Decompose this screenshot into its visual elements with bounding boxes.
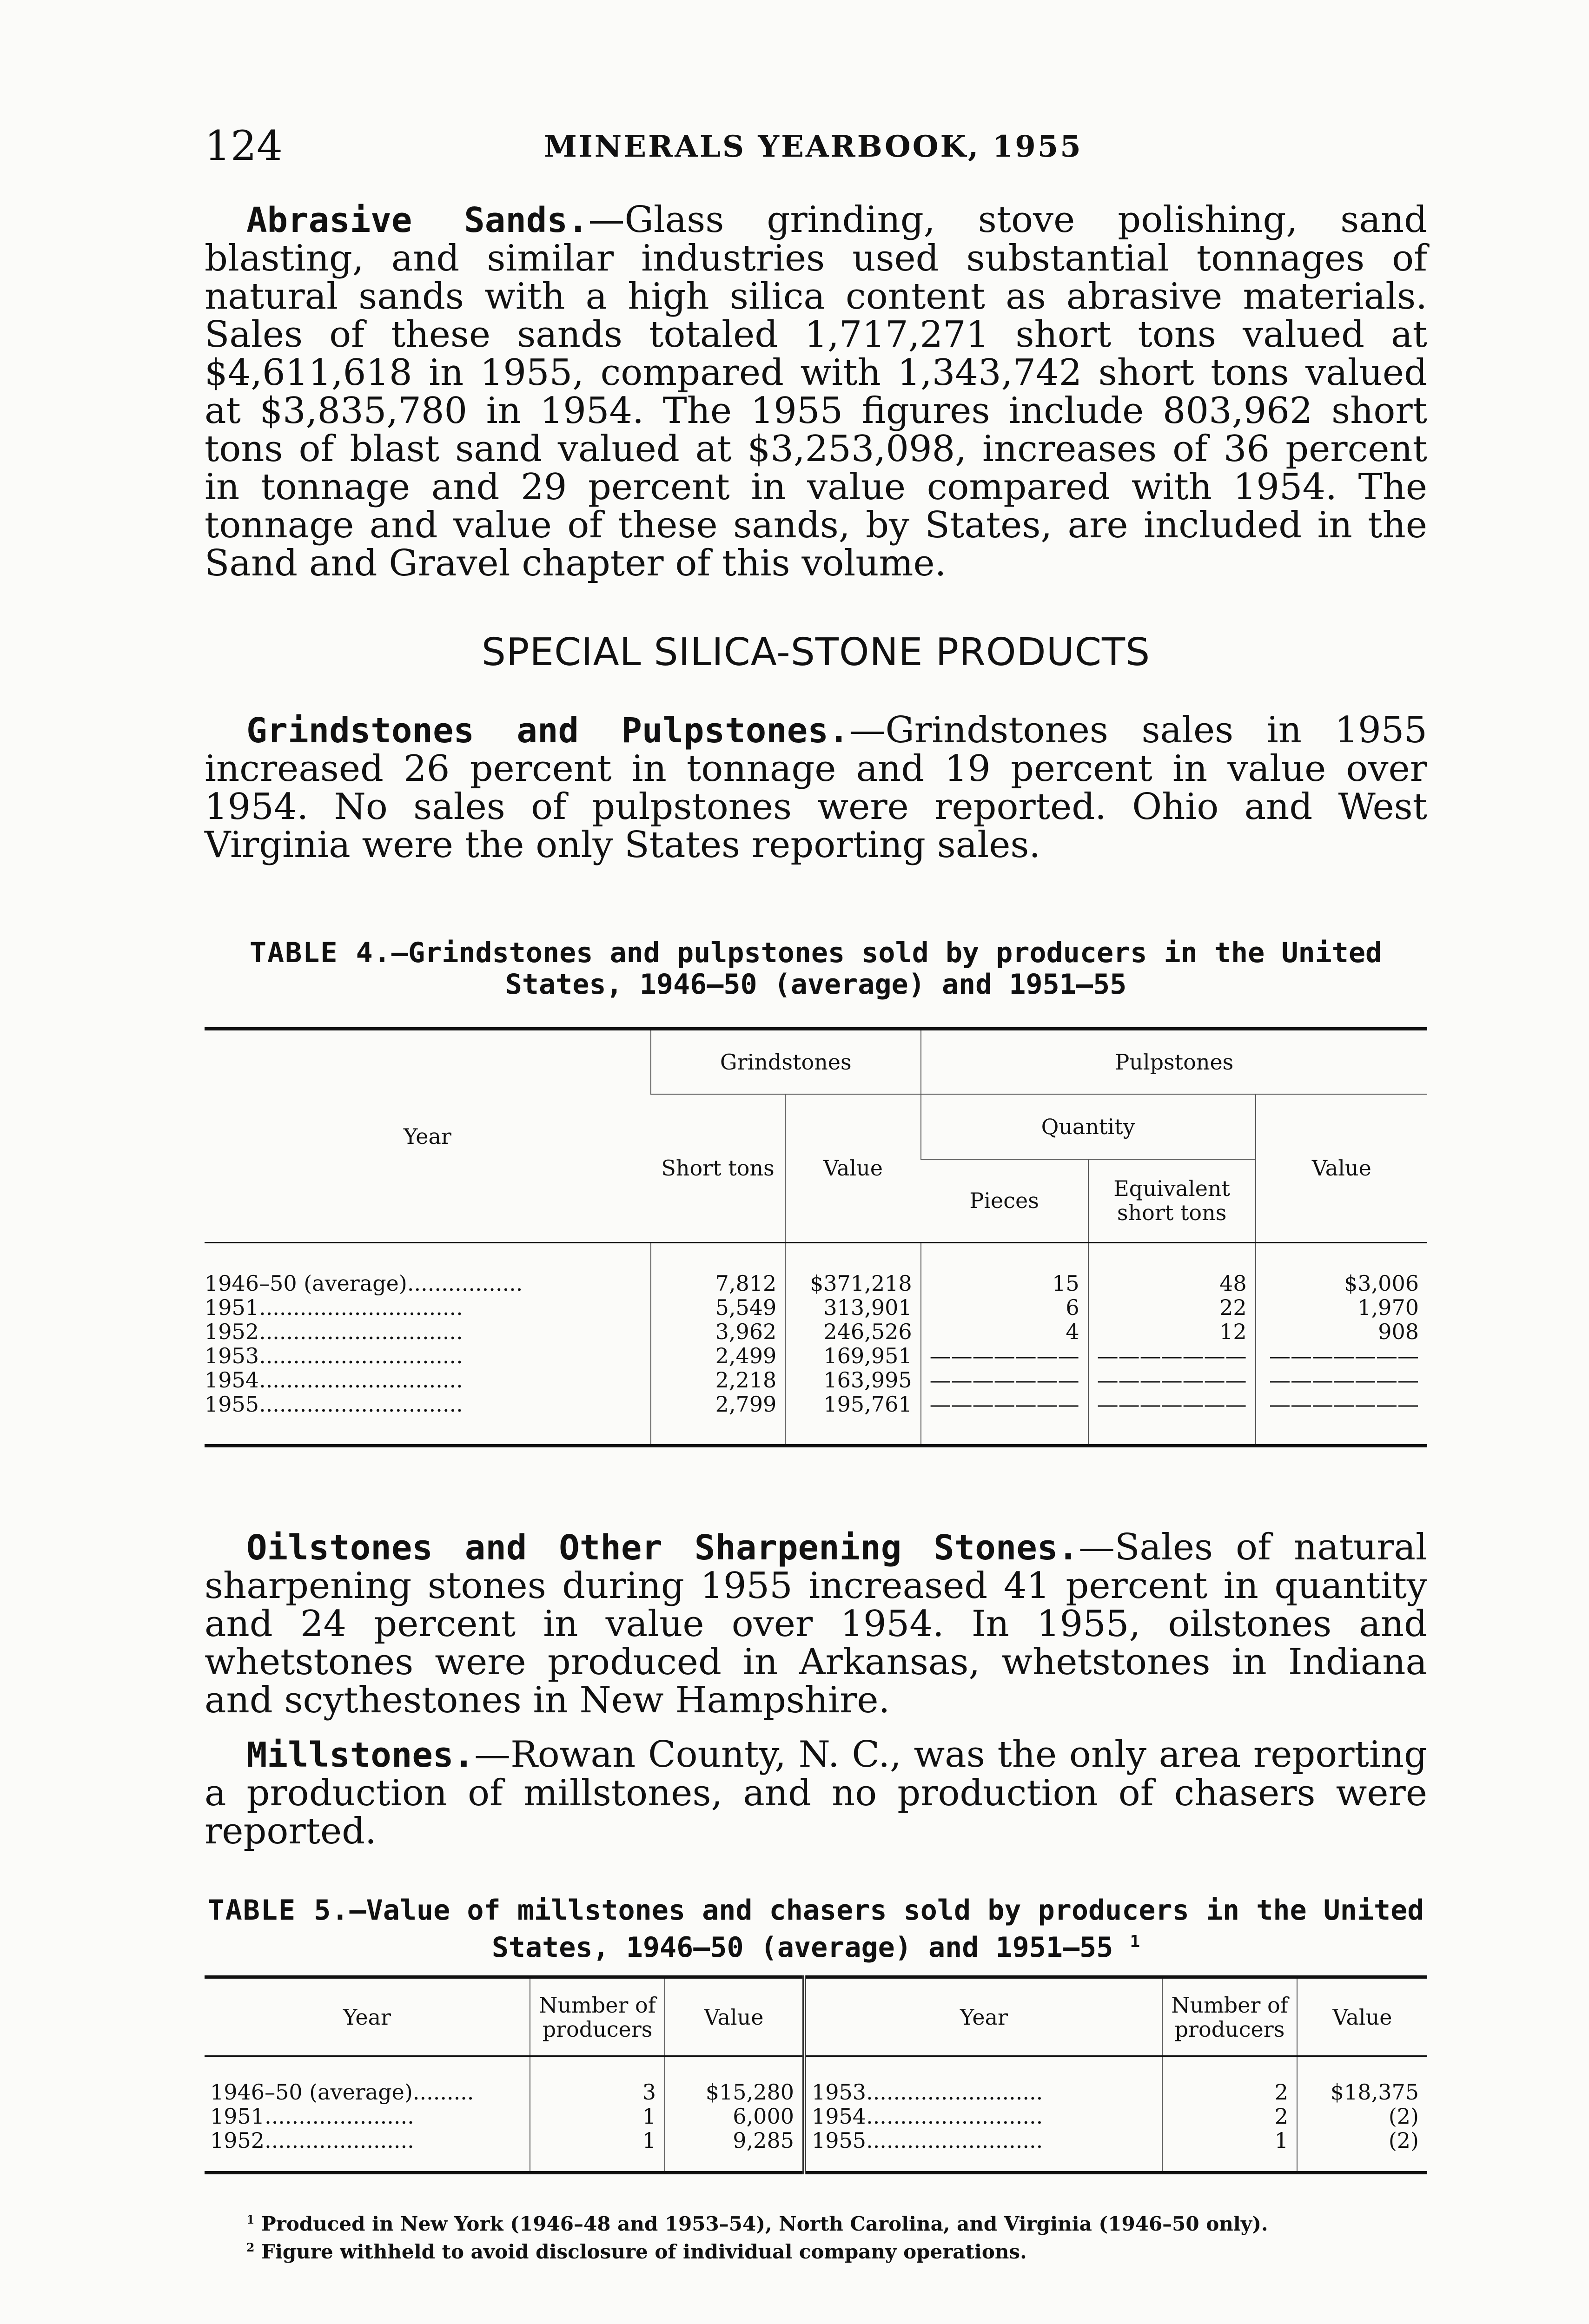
table5-label: TABLE 5. xyxy=(207,1894,350,1927)
table4-caption-text: —Grindstones and pulpstones sold by producers in the United States, 1946–50 (average) and 1951–55 xyxy=(391,937,1383,1001)
table-row xyxy=(205,2128,1427,2173)
table4-header-pulpstones: Pulpstones xyxy=(921,1029,1427,1094)
table4-cell-equivalent: 12 xyxy=(1088,1320,1256,1344)
page-number: 124 xyxy=(205,122,283,170)
table4-header-year: Year xyxy=(403,1123,451,1149)
table4-cell-pieces: ——————— xyxy=(921,1344,1088,1368)
section-title: SPECIAL SILICA-STONE PRODUCTS xyxy=(481,630,1151,674)
table4-cell-year: 1955.............................. xyxy=(205,1392,463,1417)
table5-cell-value: 9,285 xyxy=(665,2128,804,2173)
table4-cell-pulp-value: ——————— xyxy=(1256,1392,1427,1446)
table5-cell-producers: 1 xyxy=(530,2104,665,2128)
table4-header-quantity: Quantity xyxy=(921,1094,1256,1159)
table4-cell-value: $371,218 xyxy=(785,1243,920,1296)
table4-cell-short-tons: 3,962 xyxy=(651,1320,785,1344)
table4-header-short-tons: Short tons xyxy=(661,1155,775,1181)
table4-header-pieces: Pieces xyxy=(969,1188,1039,1214)
table5-header-producers: Number of producers xyxy=(530,1977,665,2056)
abrasive-sands-heading: Abrasive Sands. xyxy=(246,200,589,240)
grindstones-paragraph xyxy=(205,711,1427,864)
table4-header-equivalent: Equivalent short tons xyxy=(1088,1159,1256,1243)
table4-cell-pulp-value: $3,006 xyxy=(1256,1243,1427,1296)
table5-header-value-2: Value xyxy=(1297,1977,1427,2056)
page-header xyxy=(205,122,1432,173)
table4-cell-short-tons: 2,218 xyxy=(651,1368,785,1392)
table4-header-grindstones: Grindstones xyxy=(651,1029,921,1094)
table5-cell-year-2: 1955.......................... xyxy=(804,2128,1162,2173)
table4-caption xyxy=(205,937,1427,1000)
footnote xyxy=(246,2208,1268,2236)
table5-cell-producers-2: 2 xyxy=(1162,2056,1297,2105)
table4-cell-pulp-value: 908 xyxy=(1256,1320,1427,1344)
table4-cell-value: 246,526 xyxy=(785,1320,920,1344)
table-row xyxy=(205,1243,1427,1296)
table5-body xyxy=(205,2056,1427,2173)
table-row xyxy=(205,1368,1427,1392)
table4-cell-year: 1951.............................. xyxy=(205,1295,463,1320)
oilstones-text: —Sales of natural sharpening stones during 1955 increased 41 percent in quantity and 24 percent in value over 1954. In 1955, oilstones and whetstones were produced in Arkansas, whetstones in Indiana and scythestones in New Hampshire. xyxy=(205,1526,1428,1721)
table4-cell-pulp-value: 1,970 xyxy=(1256,1295,1427,1320)
table4-cell-year: 1952.............................. xyxy=(205,1319,463,1344)
table5-header-value: Value xyxy=(665,1977,804,2056)
abrasive-sands-paragraph xyxy=(205,201,1427,582)
grindstones-heading: Grindstones and Pulpstones. xyxy=(246,711,849,751)
table5-cell-value: 6,000 xyxy=(665,2104,804,2128)
table5-header-year: Year xyxy=(343,2004,391,2030)
table4-cell-short-tons: 2,499 xyxy=(651,1344,785,1368)
table5-cell-year: 1952...................... xyxy=(210,2128,414,2153)
table4-label: TABLE 4. xyxy=(249,937,391,969)
table4-cell-pulp-value: ——————— xyxy=(1256,1344,1427,1368)
table4-cell-pieces: 4 xyxy=(921,1320,1088,1344)
footnote-mark: 1 xyxy=(246,2212,255,2226)
table4-cell-equivalent: 22 xyxy=(1088,1295,1256,1320)
running-title: MINERALS YEARBOOK, 1955 xyxy=(544,129,1083,164)
table5-caption-footnote-mark: 1 xyxy=(1130,1932,1140,1951)
table-row xyxy=(205,1295,1427,1320)
table4-cell-short-tons: 5,549 xyxy=(651,1295,785,1320)
footnote-text: Figure withheld to avoid disclosure of individual company operations. xyxy=(261,2240,1027,2263)
table5-cell-producers: 3 xyxy=(530,2056,665,2105)
millstones-text: —Rowan County, N. C., was the only area reporting a production of millstones, and no production of chasers were reported. xyxy=(205,1734,1427,1852)
footnote-mark: 2 xyxy=(246,2240,255,2254)
table4-cell-equivalent: ——————— xyxy=(1088,1344,1256,1368)
table5-header-producers-2: Number of producers xyxy=(1162,1977,1297,2056)
table4-cell-value: 195,761 xyxy=(785,1392,920,1446)
table-row xyxy=(205,2056,1427,2105)
oilstones-paragraph xyxy=(205,1528,1427,1719)
table4-cell-value: 169,951 xyxy=(785,1344,920,1368)
oilstones-heading: Oilstones and Other Sharpening Stones. xyxy=(246,1528,1079,1568)
table4-cell-equivalent: 48 xyxy=(1088,1243,1256,1296)
millstones-paragraph xyxy=(205,1736,1427,1850)
table5-cell-value: $15,280 xyxy=(665,2056,804,2105)
table5-cell-value-2: $18,375 xyxy=(1297,2056,1427,2105)
footnote xyxy=(246,2236,1268,2264)
table-row xyxy=(205,2104,1427,2128)
table4-cell-pieces: 6 xyxy=(921,1295,1088,1320)
table5-cell-producers-2: 2 xyxy=(1162,2104,1297,2128)
grindstones-text: —Grindstones sales in 1955 increased 26 percent in tonnage and 19 percent in value over 1954. No sales of pulpstones were reported. Ohio and West Virginia were the only States reporting sales. xyxy=(205,709,1428,866)
table4-cell-year: 1954.............................. xyxy=(205,1367,463,1393)
table-row xyxy=(205,1344,1427,1368)
table4-cell-short-tons: 2,799 xyxy=(651,1392,785,1446)
table4-cell-pieces: ——————— xyxy=(921,1392,1088,1446)
table5-cell-value-2: (2) xyxy=(1297,2104,1427,2128)
table5-cell-producers-2: 1 xyxy=(1162,2128,1297,2173)
millstones-heading: Millstones. xyxy=(246,1735,475,1775)
table4-header-value: Value xyxy=(785,1094,920,1243)
table4 xyxy=(205,1027,1427,1447)
table5-header-year-2: Year xyxy=(804,1977,1162,2056)
table4-body xyxy=(205,1243,1427,1446)
table5 xyxy=(205,1975,1427,2174)
table4-cell-value: 313,901 xyxy=(785,1295,920,1320)
table4-cell-year: 1953.............................. xyxy=(205,1343,463,1368)
table4-cell-value: 163,995 xyxy=(785,1368,920,1392)
table4-cell-year: 1946–50 (average)................. xyxy=(205,1271,523,1296)
table5-caption xyxy=(205,1895,1427,1963)
table4-cell-equivalent: ——————— xyxy=(1088,1368,1256,1392)
table5-cell-value-2: (2) xyxy=(1297,2128,1427,2173)
table4-cell-pulp-value: ——————— xyxy=(1256,1368,1427,1392)
footnotes xyxy=(246,2208,1268,2264)
table5-caption-text: —Value of millstones and chasers sold by producers in the United States, 1946–50 (average) and 1951–55 xyxy=(349,1894,1424,1964)
table5-cell-year-2: 1953.......................... xyxy=(804,2056,1162,2105)
table5-cell-year: 1951...................... xyxy=(210,2104,414,2129)
table-row xyxy=(205,1392,1427,1446)
table5-cell-year-2: 1954.......................... xyxy=(804,2104,1162,2128)
table-row xyxy=(205,1320,1427,1344)
table5-cell-producers: 1 xyxy=(530,2128,665,2173)
table4-cell-pieces: 15 xyxy=(921,1243,1088,1296)
table4-cell-pieces: ——————— xyxy=(921,1368,1088,1392)
abrasive-sands-text: —Glass grinding, stove polishing, sand blasting, and similar industries used substantial tonnages of natural sands with a high silica content as abrasive materials. Sales of these sands totaled 1,717,271 short tons valued at $4,611,618 in 1955, compared with 1,343,742 short tons valued at $3,835,780 in 1954. The 1955 figures include 803,962 short tons of blast sand valued at $3,253,098, increases of 36 percent in tonnage and 29 percent in value compared with 1954. The tonnage and value of these sands, by States, are included in the Sand and Gravel chapter of this volume. xyxy=(205,199,1428,584)
table4-cell-equivalent: ——————— xyxy=(1088,1392,1256,1446)
table4-header-pulp-value: Value xyxy=(1256,1094,1427,1243)
table4-cell-short-tons: 7,812 xyxy=(651,1243,785,1296)
footnote-text: Produced in New York (1946–48 and 1953–54), North Carolina, and Virginia (1946–50 only). xyxy=(261,2212,1268,2235)
table5-cell-year: 1946–50 (average)......... xyxy=(210,2080,474,2105)
